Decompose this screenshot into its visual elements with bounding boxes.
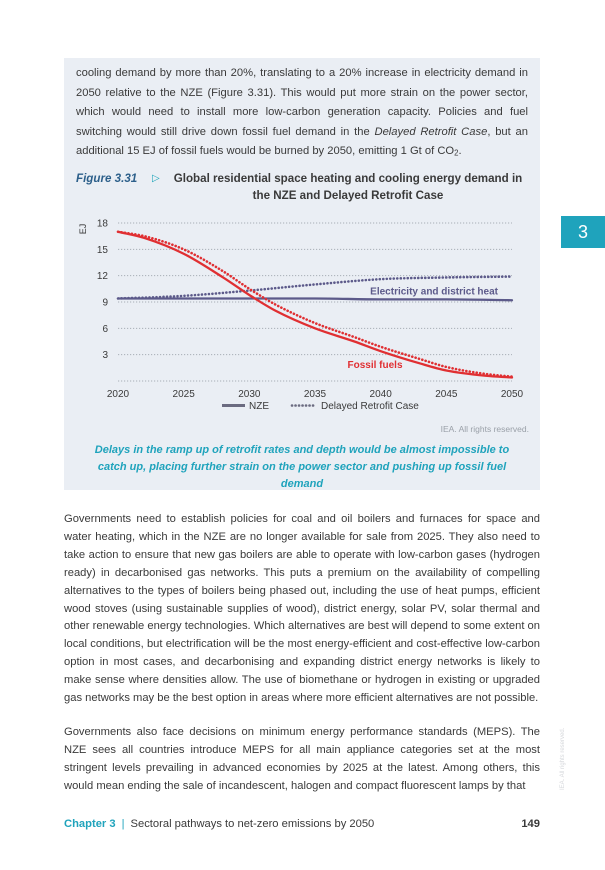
series-line-2	[118, 232, 512, 378]
y-tick-label: 9	[102, 297, 108, 309]
x-tick-label: 2045	[435, 389, 458, 400]
footer-separator: |	[121, 818, 125, 830]
legend-label-delayed: Delayed Retrofit Case	[321, 401, 419, 412]
annotation-fossil: Fossil fuels	[347, 359, 403, 371]
y-axis-label: EJ	[78, 223, 88, 235]
x-tick-label: 2020	[106, 389, 130, 400]
chapter-tab[interactable]: 3	[561, 216, 605, 248]
series-lines	[118, 232, 512, 378]
figure-title-text: Global residential space heating and cooling energy demand in the NZE and Delayed Retrofit Case	[173, 172, 523, 202]
x-tick-label: 2025	[172, 389, 195, 400]
y-tick-label: 15	[96, 244, 108, 256]
series-line-3	[118, 232, 512, 377]
intro-paragraph: cooling demand by more than 20%, translating to a 20% increase in electricity demand in 2050 relative to the NZE (Figure 3.31). This would put more strain on the power sector, which would need to install more low-carbon generation capacity. Policies and fuel switching would still drive down fossil fuel demand in the Delayed Retrofit Case, but an additional 15 EJ of fossil fuels would be burned by 2050, emitting 1 Gt of $CO_2$.	[76, 67, 528, 158]
annotation-electricity: Electricity and district heat	[370, 286, 498, 298]
y-tick-label: 6	[102, 323, 108, 335]
page-footer	[64, 818, 540, 830]
side-watermark: IEA. All rights reserved.	[560, 727, 566, 790]
legend	[222, 401, 419, 412]
figure-number: Figure 3.31	[76, 172, 138, 185]
body-paragraph-1: Governments need to establish policies for coal and oil boilers and furnaces for space and water heating, which in the NZE are no longer available for sale from 2025. They also need to take action to ensure that new gas boilers are able to operate with low-carbon gases (hydrogen ready) in decarbonised gas networks. This puts a premium on the availability of compelling alternatives to the types of boilers being phased out, including the use of heat pumps, efficient wood stoves (using sustainable supplies of wood), district energy, solar PV, solar thermal and other renewable energy technologies. Which alternatives are best will depend to some extent on local conditions, but electrification will be the most energy-efficient and cost-effective low-carbon option in most cases, and decarbonising and expanding district energy networks is likely to make sense where densities allow. The use of biomethane or hydrogen in existing or upgraded gas networks may be the best option in areas where more efficient alternatives are not possible.	[64, 513, 540, 705]
footer-title: Sectoral pathways to net-zero emissions by 2050	[130, 818, 375, 830]
figure-caption: Delays in the ramp up of retrofit rates and depth would be almost impossible to catch up, placing further strain on the power sector and pushing up fossil fuel demand	[94, 444, 510, 490]
body-paragraph-2: Governments also face decisions on minimum energy performance standards (MEPS). The NZE sees all countries introduce MEPS for all main appliance categories set at the most stringent levels prevailing in advanced economies by 2025 at the latest. Among others, this would mean ending the sale of incandescent, halogen and compact fluorescent lamps by that	[64, 726, 540, 792]
y-tick-label: 12	[96, 271, 108, 283]
x-tick-label: 2040	[369, 389, 392, 400]
x-tick-label: 2050	[500, 389, 524, 400]
x-tick-label: 2030	[238, 389, 261, 400]
series-line-0	[118, 298, 512, 300]
grid-lines	[118, 223, 512, 381]
page-number: 149	[521, 818, 540, 830]
energy-demand-chart	[70, 213, 530, 423]
x-tick-label: 2035	[303, 389, 327, 400]
rights-notice: IEA. All rights reserved.	[440, 424, 529, 434]
legend-label-nze: NZE	[249, 401, 269, 412]
y-tick-label: 3	[102, 350, 108, 362]
footer-chapter: Chapter 3	[64, 818, 116, 830]
y-tick-label: 18	[96, 218, 108, 230]
triangle-arrow-icon: ▷	[152, 173, 160, 184]
